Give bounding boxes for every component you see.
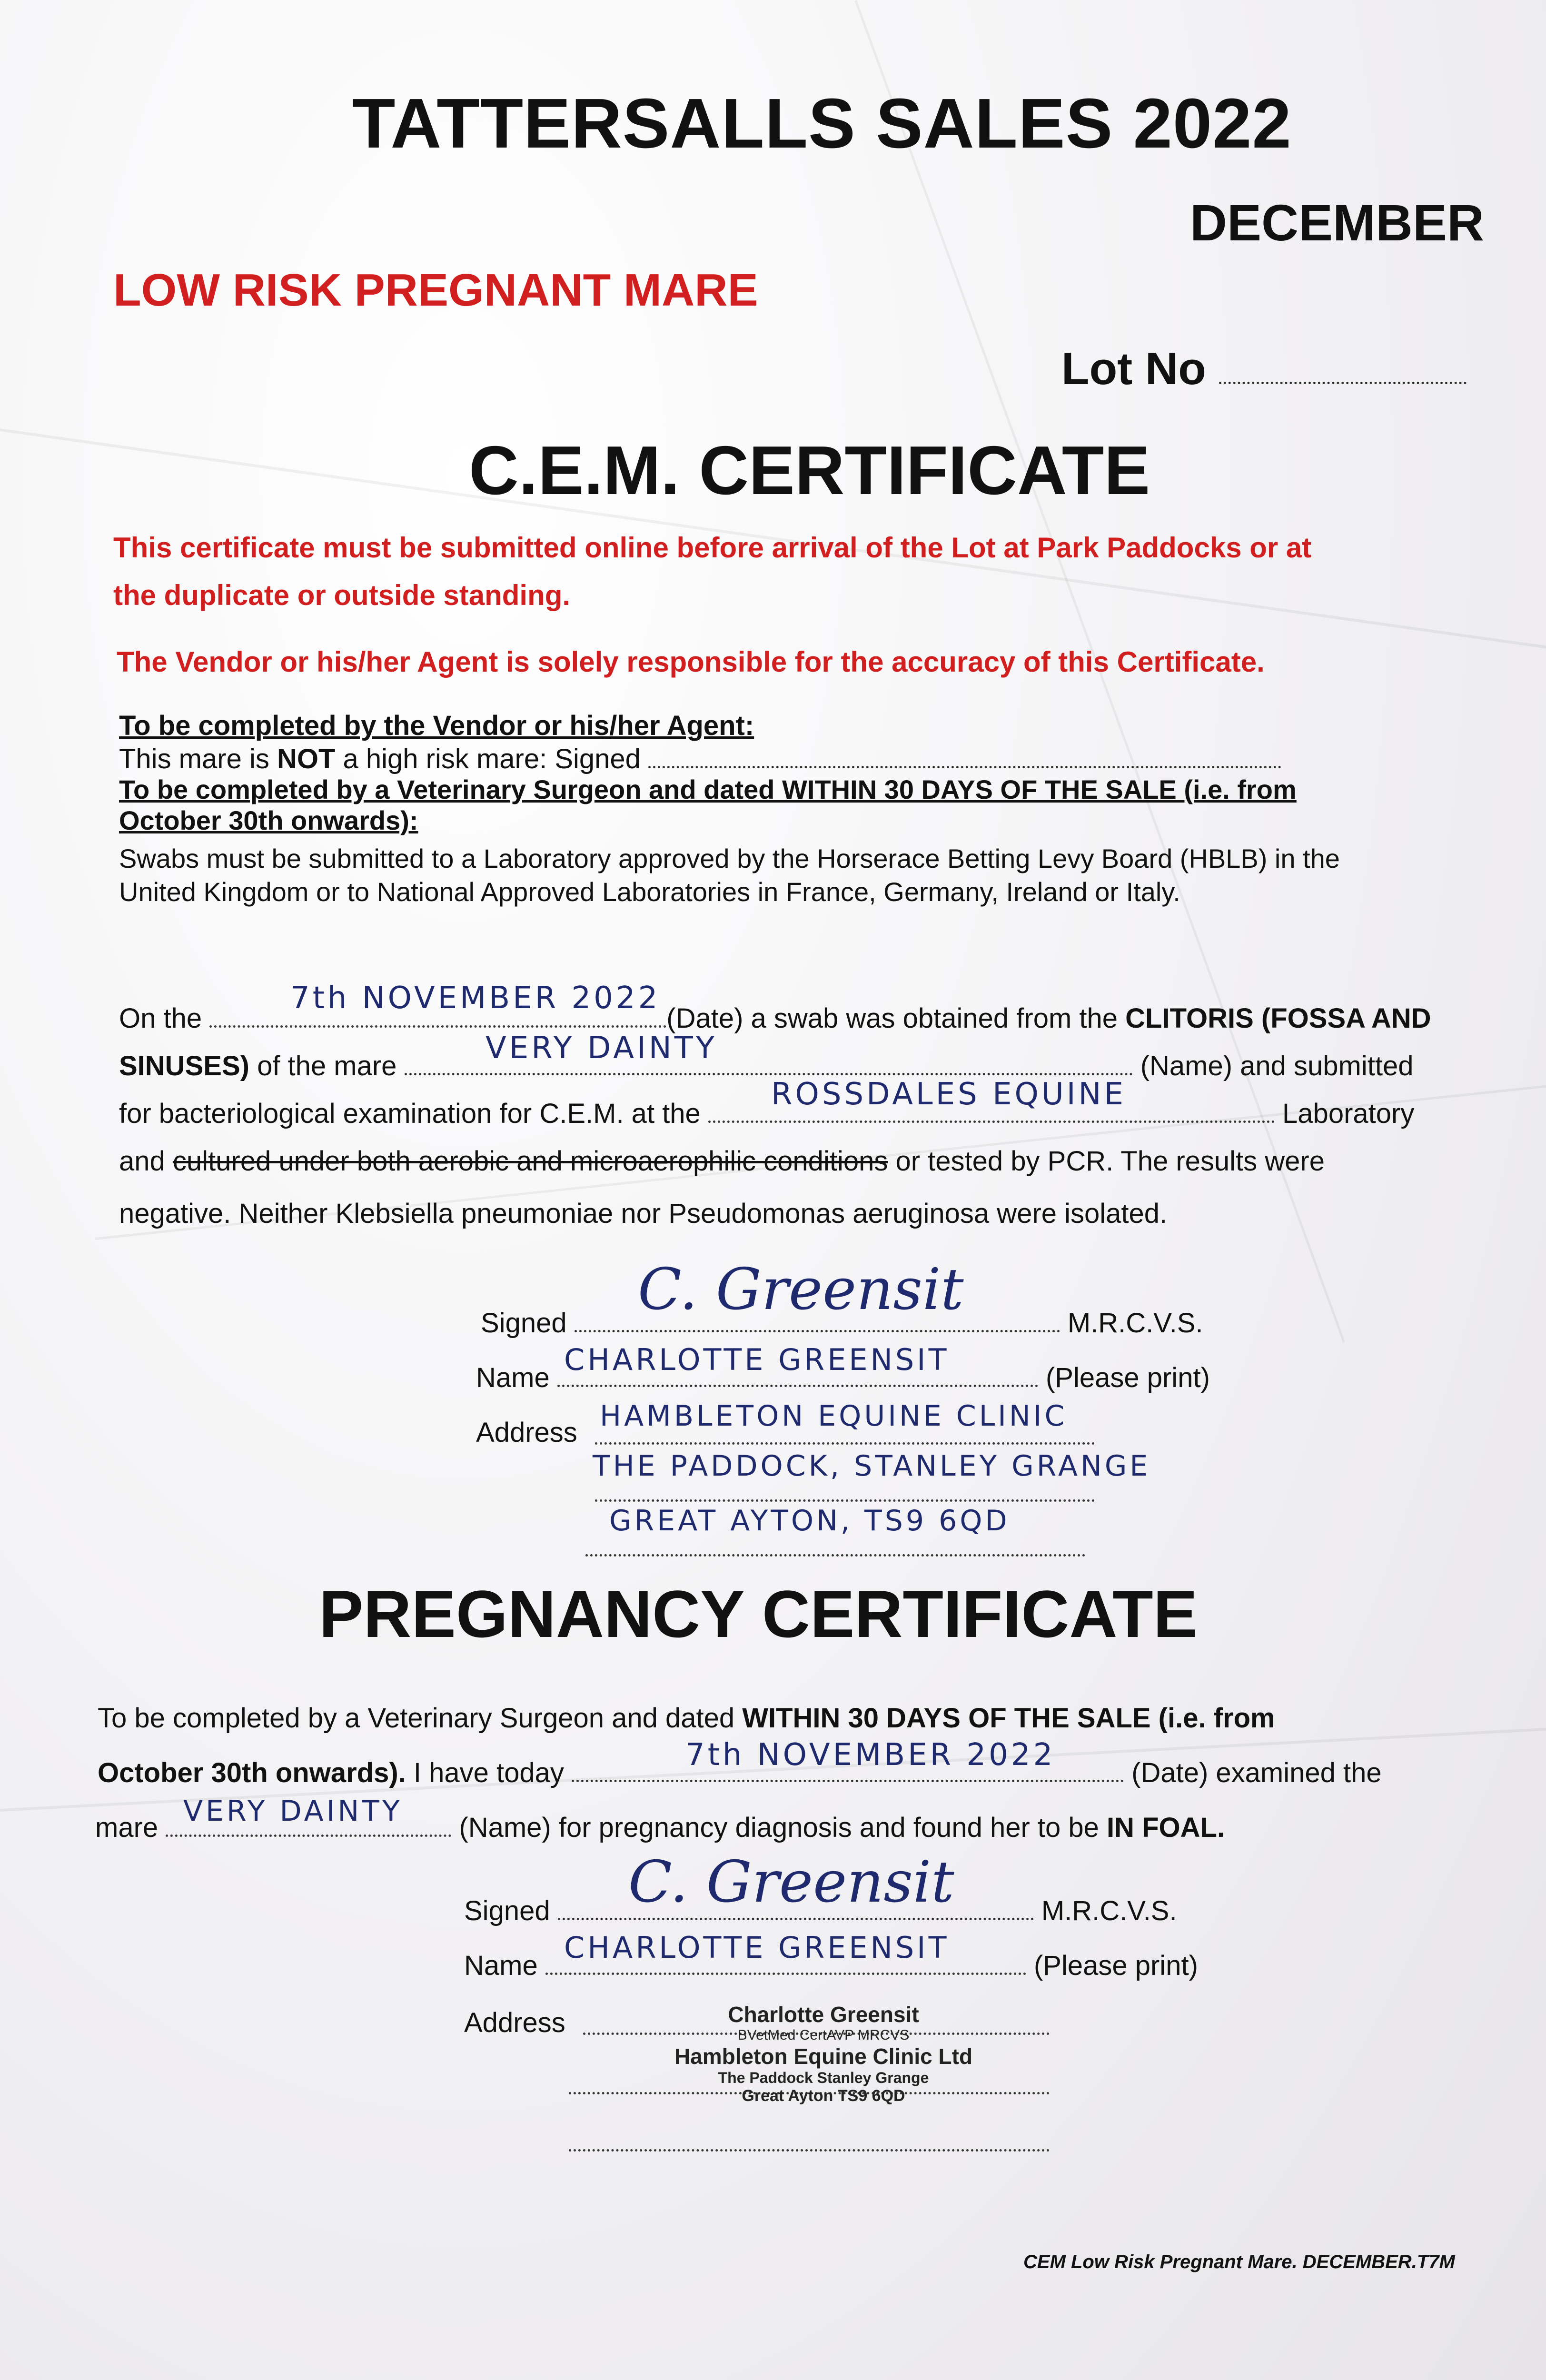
cem-signature-handwritten: C. Greensit [638, 1257, 964, 1323]
vendor-signature-field[interactable] [648, 747, 1281, 768]
vet-stamp [657, 2002, 990, 2105]
cem-address-1-handwritten: HAMBLETON EQUINE CLINIC [600, 1399, 1068, 1433]
cem-lab-handwritten: ROSSDALES EQUINE [771, 1077, 1126, 1112]
stamp-line-5: Great Ayton TS9 6QD [742, 2087, 905, 2105]
pregnancy-line-3: mare (Name) for pregnancy diagnosis and found her to be IN FOAL. [95, 1812, 1225, 1843]
stamp-line-2: BVetMed CertAVP MRCVS [737, 2027, 910, 2043]
cem-swab-date-handwritten: 7th NOVEMBER 2022 [290, 981, 661, 1016]
vet-heading-line-1: To be completed by a Veterinary Surgeon and dated WITHIN 30 DAYS OF THE SALE (i.e. from [119, 774, 1297, 804]
cem-swab-date-line: On the (Date) a swab was obtained from the CLITORIS (FOSSA AND [119, 1003, 1431, 1034]
vendor-declaration: This mare is NOT a high risk mare: Signed [119, 743, 1281, 776]
cem-name-row: Name (Please print) [476, 1362, 1210, 1393]
pregnancy-signed-row: Signed M.R.C.V.S. [464, 1895, 1177, 1926]
vet-heading-line-2: October 30th onwards): [119, 805, 418, 835]
pregnancy-line-2: October 30th onwards). I have today (Date) examined the [98, 1757, 1382, 1788]
footer-reference: CEM Low Risk Pregnant Mare. DECEMBER.T7M [1023, 2251, 1455, 2272]
struck-out-text: cultured under both aerobic and microaerophilic conditions [172, 1146, 888, 1177]
stamp-line-4: The Paddock Stanley Grange [718, 2069, 929, 2086]
cem-address-line-2[interactable] [595, 1480, 1095, 1504]
pregnancy-name-row: Name (Please print) [464, 1950, 1198, 1981]
cem-address-line-3[interactable] [585, 1535, 1085, 1559]
pregnancy-address-label: Address [464, 2007, 565, 2038]
lot-number-field[interactable] [1061, 343, 1467, 395]
cem-negative-line: negative. Neither Klebsiella pneumoniae nor Pseudomonas aeruginosa were isolated. [119, 1198, 1168, 1229]
cem-lab-line: for bacteriological examination for C.E.M. at the Laboratory [119, 1098, 1415, 1129]
document-title: TATTERSALLS SALES 2022 [352, 84, 1292, 163]
sale-month: DECEMBER [1190, 194, 1485, 251]
pregnancy-address-line-3[interactable] [569, 2130, 1050, 2154]
lot-number-label: Lot No [1061, 343, 1206, 394]
vendor-heading: To be completed by the Vendor or his/her Agent: [119, 710, 754, 741]
swabs-line-1: Swabs must be submitted to a Laboratory approved by the Horserace Betting Levy Board (HBLB) in the [119, 843, 1340, 873]
pregnancy-name-handwritten: CHARLOTTE GREENSIT [564, 1930, 950, 1965]
cem-address-2-handwritten: THE PADDOCK, STANLEY GRANGE [593, 1449, 1151, 1483]
cem-method-line: and cultured under both aerobic and microaerophilic conditions or tested by PCR. The results were [119, 1146, 1325, 1177]
pregnancy-date-handwritten: 7th NOVEMBER 2022 [685, 1737, 1056, 1773]
cem-address-label: Address [476, 1417, 577, 1448]
cem-name-handwritten: CHARLOTTE GREENSIT [564, 1342, 950, 1377]
cem-notice-2: The Vendor or his/her Agent is solely responsible for the accuracy of this Certificate. [117, 646, 1265, 678]
stamp-line-1: Charlotte Greensit [728, 2002, 919, 2027]
pregnancy-title: PREGNANCY CERTIFICATE [319, 1577, 1198, 1651]
cem-address-3-handwritten: GREAT AYTON, TS9 6QD [609, 1504, 1010, 1537]
cem-notice-1b: the duplicate or outside standing. [113, 579, 571, 611]
cem-signed-row: Signed M.R.C.V.S. [481, 1308, 1203, 1339]
swabs-line-2: United Kingdom or to National Approved Laboratories in France, Germany, Ireland or Italy. [119, 877, 1180, 907]
cem-title: C.E.M. CERTIFICATE [469, 432, 1150, 509]
cem-notice-1: This certificate must be submitted online before arrival of the Lot at Park Paddocks or at [113, 532, 1312, 564]
cem-mare-name-handwritten: VERY DAINTY [486, 1031, 717, 1066]
cem-mare-line: SINUSES) of the mare (Name) and submitted [119, 1051, 1414, 1081]
pregnancy-mare-handwritten: VERY DAINTY [183, 1795, 403, 1828]
pregnancy-line-1: To be completed by a Veterinary Surgeon and dated WITHIN 30 DAYS OF THE SALE (i.e. from [98, 1703, 1275, 1734]
pregnancy-signature-handwritten: C. Greensit [628, 1849, 954, 1915]
mare-category: LOW RISK PREGNANT MARE [113, 265, 758, 316]
stamp-line-3: Hambleton Equine Clinic Ltd [674, 2044, 973, 2069]
